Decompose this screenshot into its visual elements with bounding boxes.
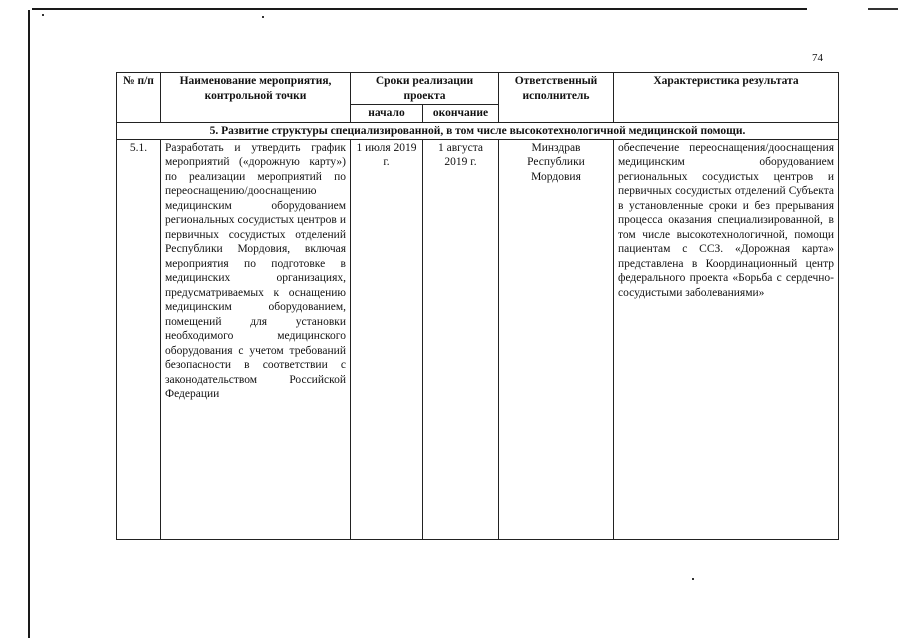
header-name: Наименование мероприятия, контрольной точки (161, 73, 351, 123)
scan-speck (262, 16, 264, 18)
header-result: Характеристика результата (614, 73, 839, 123)
task-description: Разработать и утвердить график мероприятий («дорожную карту») по реализации мероприятий по переоснащению/дооснащению медицинским оборудованием региональных сосудистых центров и первичных сосудистых отделений Республики Мордовия, включая мероприятия по подготовке в медицинских организациях, предусматриваемых к оснащению медицинским оборудованием, помещений для установки необходимого медицинского оборудования с учетом требований безопасности в соответствии с законодательством Российской Федерации (161, 139, 351, 540)
left-border-line (28, 10, 30, 638)
section-row (117, 122, 839, 139)
top-right-mark (868, 8, 898, 10)
scan-speck (42, 14, 44, 16)
responsible-executor: Минздрав Республики Мордовия (499, 139, 614, 540)
header-num: № п/п (117, 73, 161, 123)
start-date: 1 июля 2019 г. (351, 139, 423, 540)
header-end: окончание (423, 105, 499, 123)
project-plan-table (116, 72, 839, 540)
result-description: обеспечение переоснащения/дооснащения медицинским оборудованием региональных сосудистых центров и первичных сосудистых отделений Субъекта в установленные сроки и без прерывания процесса оказания специализированной, в том числе высокотехнологичной, помощи пациентам с ССЗ. «Дорожная карта» представлена в Координационный центр федерального проекта «Борьба с сердечно-сосудистыми заболеваниями» (614, 139, 839, 540)
top-border-line (32, 8, 807, 10)
header-period: Сроки реализации проекта (351, 73, 499, 105)
header-start: начало (351, 105, 423, 123)
row-number: 5.1. (117, 139, 161, 540)
end-date: 1 августа 2019 г. (423, 139, 499, 540)
page-number: 74 (812, 52, 823, 64)
table-row (117, 139, 839, 540)
header-responsible: Ответственный исполнитель (499, 73, 614, 123)
scan-speck (692, 578, 694, 580)
header-row (117, 73, 839, 105)
section-title: 5. Развитие структуры специализированной, в том числе высокотехнологичной медицинской помощи. (117, 122, 839, 139)
